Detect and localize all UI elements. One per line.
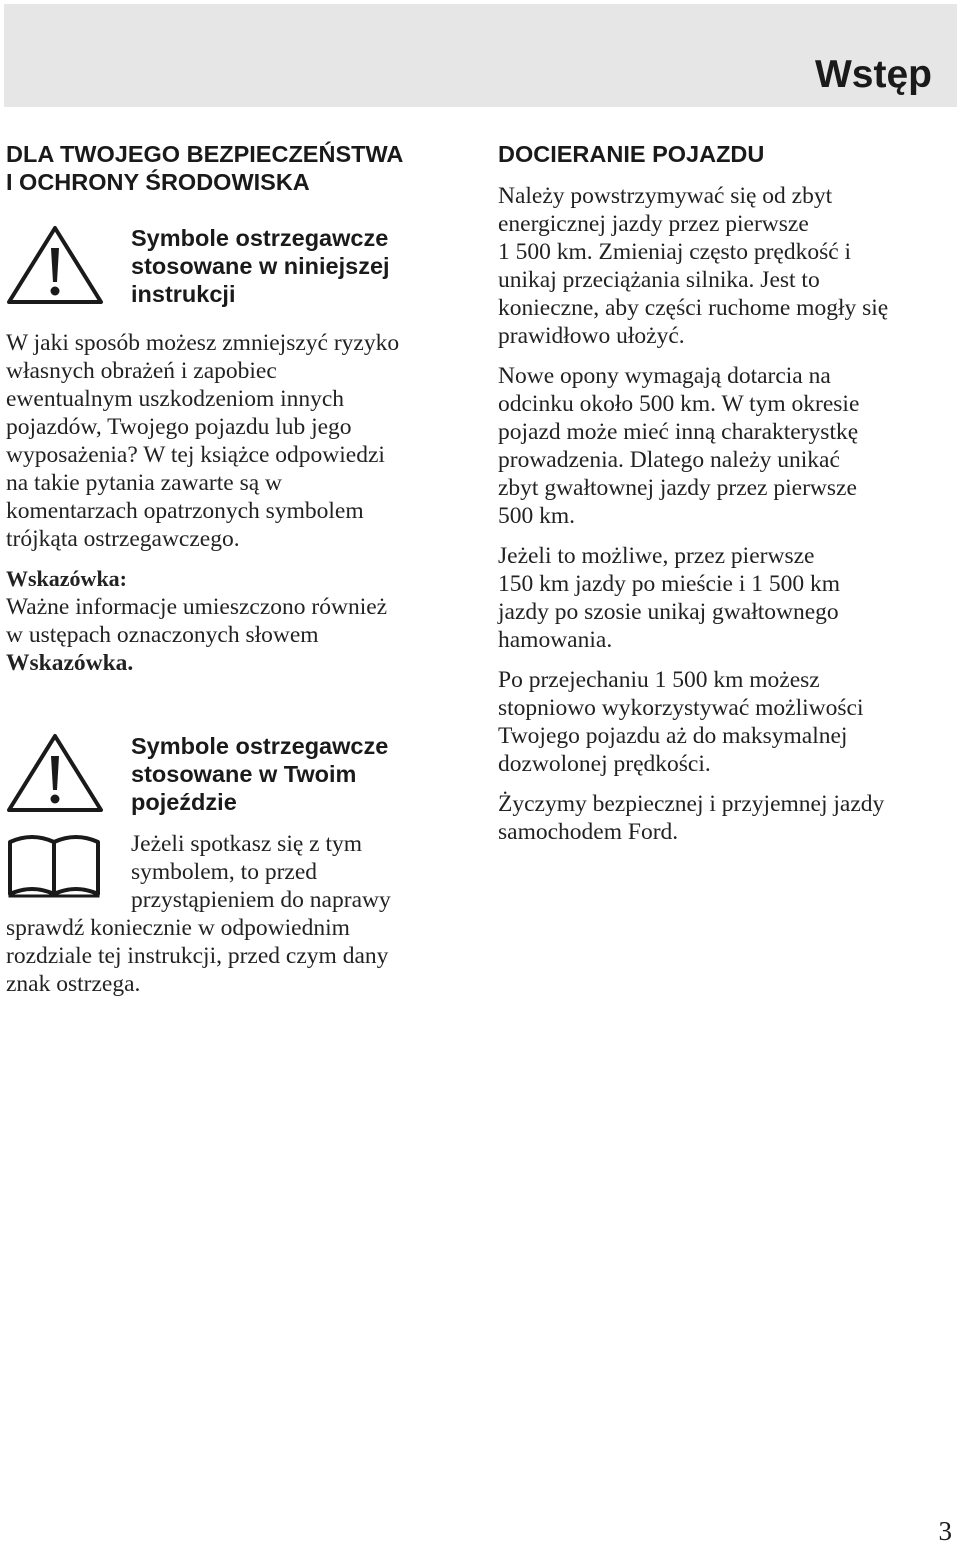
text-line: trójkąta ostrzegawczego. bbox=[6, 526, 240, 552]
text-line: dozwolonej prędkości. bbox=[498, 751, 711, 777]
text-line: 500 km. bbox=[498, 503, 576, 529]
warning-symbols-manual bbox=[6, 224, 476, 329]
text-line: energicznej jazdy przez pierwsze bbox=[498, 211, 809, 237]
subsection-heading bbox=[131, 224, 461, 308]
paragraph bbox=[498, 542, 958, 654]
text-line: Jeżeli to możliwe, przez pierwsze bbox=[498, 543, 815, 569]
text-line: Ważne informacje umieszczono również bbox=[6, 594, 388, 620]
paragraph bbox=[498, 790, 958, 846]
heading-line: Symbole ostrzegawcze bbox=[131, 733, 389, 759]
text-line: samochodem Ford. bbox=[498, 819, 679, 845]
text-line: Twojego pojazdu aż do maksymalnej bbox=[498, 723, 848, 749]
text-line: pojazdów, Twojego pojazdu lub jego bbox=[6, 414, 352, 440]
page-number: 3 bbox=[938, 1516, 952, 1546]
note-label: Wskazówka: bbox=[6, 566, 128, 591]
heading-line: stosowane w Twoim bbox=[131, 761, 357, 787]
heading-line: Symbole ostrzegawcze bbox=[131, 225, 389, 251]
left-column bbox=[6, 140, 476, 1002]
warning-symbols-vehicle bbox=[6, 732, 476, 1002]
text-line: jazdy po szosie unikaj gwałtownego bbox=[498, 599, 839, 625]
paragraph bbox=[498, 666, 958, 778]
section-heading: DOCIERANIE POJAZDU bbox=[498, 141, 765, 167]
text-line: 1 500 km. Zmieniaj często prędkość i bbox=[498, 239, 852, 265]
text-line: Jeżeli spotkasz się z tym bbox=[131, 831, 363, 857]
warning-triangle-icon bbox=[6, 224, 104, 306]
right-column bbox=[498, 140, 958, 858]
text-line: Życzymy bezpiecznej i przyjemnej jazdy bbox=[498, 791, 885, 817]
text-line: własnych obrażeń i zapobiec bbox=[6, 358, 277, 384]
chapter-title: Wstęp bbox=[815, 53, 932, 96]
text-line: wyposażenia? W tej książce odpowiedzi bbox=[6, 442, 385, 468]
warning-triangle-icon bbox=[6, 732, 104, 814]
text-line: 150 km jazdy po mieście i 1 500 km bbox=[498, 571, 841, 597]
note-paragraph bbox=[6, 593, 476, 677]
text-line: na takie pytania zawarte są w bbox=[6, 470, 282, 496]
paragraph bbox=[498, 182, 958, 350]
text-line: konieczne, aby części ruchome mogły się bbox=[498, 295, 889, 321]
vehicle-symbol-paragraph bbox=[6, 830, 476, 998]
heading-line: pojeździe bbox=[131, 789, 237, 815]
text-line: rozdziale tej instrukcji, przed czym dany bbox=[6, 943, 389, 969]
heading-line: instrukcji bbox=[131, 281, 236, 307]
text-line: hamowania. bbox=[498, 627, 613, 653]
text-line: Po przejechaniu 1 500 km możesz bbox=[498, 667, 820, 693]
text-line: komentarzach opatrzonych symbolem bbox=[6, 498, 364, 524]
text-line: ewentualnym uszkodzeniom innych bbox=[6, 386, 345, 412]
text-line: unikaj przeciążania silnika. Jest to bbox=[498, 267, 820, 293]
text-line: odcinku około 500 km. W tym okresie bbox=[498, 391, 860, 417]
text-line: w ustępach oznaczonych słowem bbox=[6, 622, 319, 648]
text-line: Należy powstrzymywać się od zbyt bbox=[498, 183, 833, 209]
paragraph bbox=[498, 362, 958, 530]
text-line: stopniowo wykorzystywać możliwości bbox=[498, 695, 864, 721]
intro-paragraph bbox=[6, 329, 476, 553]
text-line: prowadzenia. Dlatego należy unikać bbox=[498, 447, 840, 473]
text-line: sprawdź koniecznie w odpowiednim bbox=[6, 915, 350, 941]
heading-line: DLA TWOJEGO BEZPIECZEŃSTWA bbox=[6, 141, 404, 167]
note-keyword: Wskazówka. bbox=[6, 650, 134, 676]
text-line: Nowe opony wymagają dotarcia na bbox=[498, 363, 831, 389]
section-heading bbox=[6, 140, 476, 196]
text-line: prawidłowo ułożyć. bbox=[498, 323, 685, 349]
text-line: W jaki sposób możesz zmniejszyć ryzyko bbox=[6, 330, 400, 356]
text-line: znak ostrzega. bbox=[6, 971, 141, 997]
text-line: zbyt gwałtownej jazdy przez pierwsze bbox=[498, 475, 857, 501]
subsection-heading bbox=[131, 732, 461, 816]
text-line: symbolem, to przed bbox=[131, 859, 318, 885]
text-line: przystąpieniem do naprawy bbox=[131, 887, 391, 913]
heading-line: stosowane w niniejszej bbox=[131, 253, 390, 279]
heading-line: I OCHRONY ŚRODOWISKA bbox=[6, 169, 310, 195]
text-line: pojazd może mieć inną charakterystkę bbox=[498, 419, 859, 445]
